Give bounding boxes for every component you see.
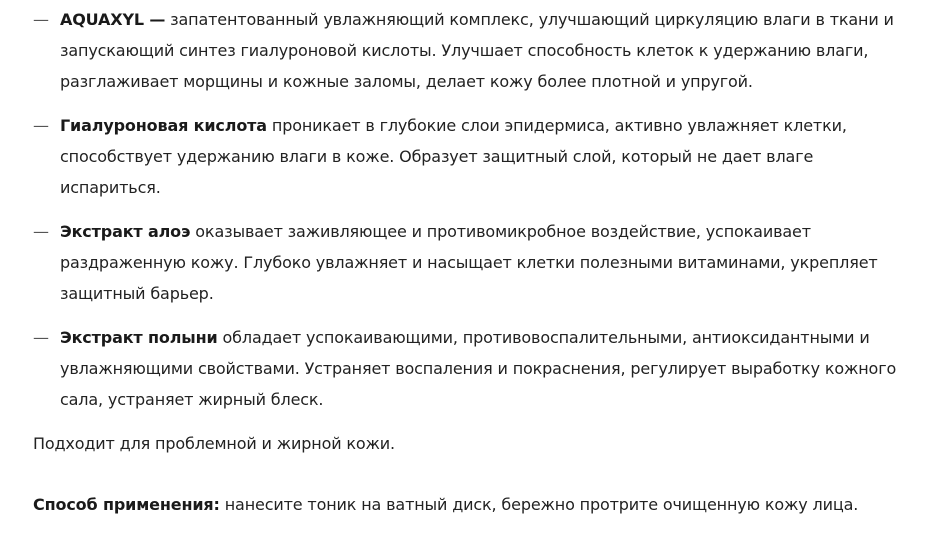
ingredient-item-aquaxyl: [33, 4, 930, 97]
ingredient-item-wormwood-extract: [33, 322, 930, 415]
ingredient-description: проникает в глубокие слои эпидермиса, активно увлажняет клетки, способствует удержанию влаги в коже. Образует защитный слой, который не дает влаге испариться.: [60, 116, 847, 197]
ingredient-name: Гиалуроновая кислота: [60, 116, 267, 135]
usage-text: нанесите тоник на ватный диск, бережно протрите очищенную кожу лица.: [219, 495, 859, 514]
skin-type-note: Подходит для проблемной и жирной кожи.: [33, 434, 395, 453]
ingredient-item-hyaluronic-acid: [33, 110, 930, 203]
usage-label: Способ применения:: [33, 495, 220, 514]
ingredient-description: оказывает заживляющее и противомикробное воздействие, успокаивает раздраженную кожу. Глубоко увлажняет и насыщает клетки полезными витаминами, укрепляет защитный барьер.: [60, 222, 878, 303]
list-dash: —: [33, 116, 49, 135]
usage-instructions: [33, 489, 930, 520]
list-dash: —: [33, 10, 49, 29]
ingredients-list: [0, 4, 930, 415]
list-dash: —: [33, 222, 49, 241]
ingredient-name: AQUAXYL —: [60, 10, 166, 29]
list-dash: —: [33, 328, 49, 347]
ingredient-name: Экстракт алоэ: [60, 222, 191, 241]
ingredient-item-aloe-extract: [33, 216, 930, 309]
ingredient-description: запатентованный увлажняющий комплекс, улучшающий циркуляцию влаги в ткани и запускающий синтез гиалуроновой кислоты. Улучшает способность клеток к удержанию влаги, разглаживает морщины и кожные заломы, делает кожу более плотной и упругой.: [60, 10, 894, 91]
ingredient-description: обладает успокаивающими, противовоспалительными, антиоксидантными и увлажняющими свойствами. Устраняет воспаления и покраснения, регулирует выработку кожного сала, устраняет жирный блеск.: [60, 328, 897, 409]
ingredient-name: Экстракт полыни: [60, 328, 218, 347]
